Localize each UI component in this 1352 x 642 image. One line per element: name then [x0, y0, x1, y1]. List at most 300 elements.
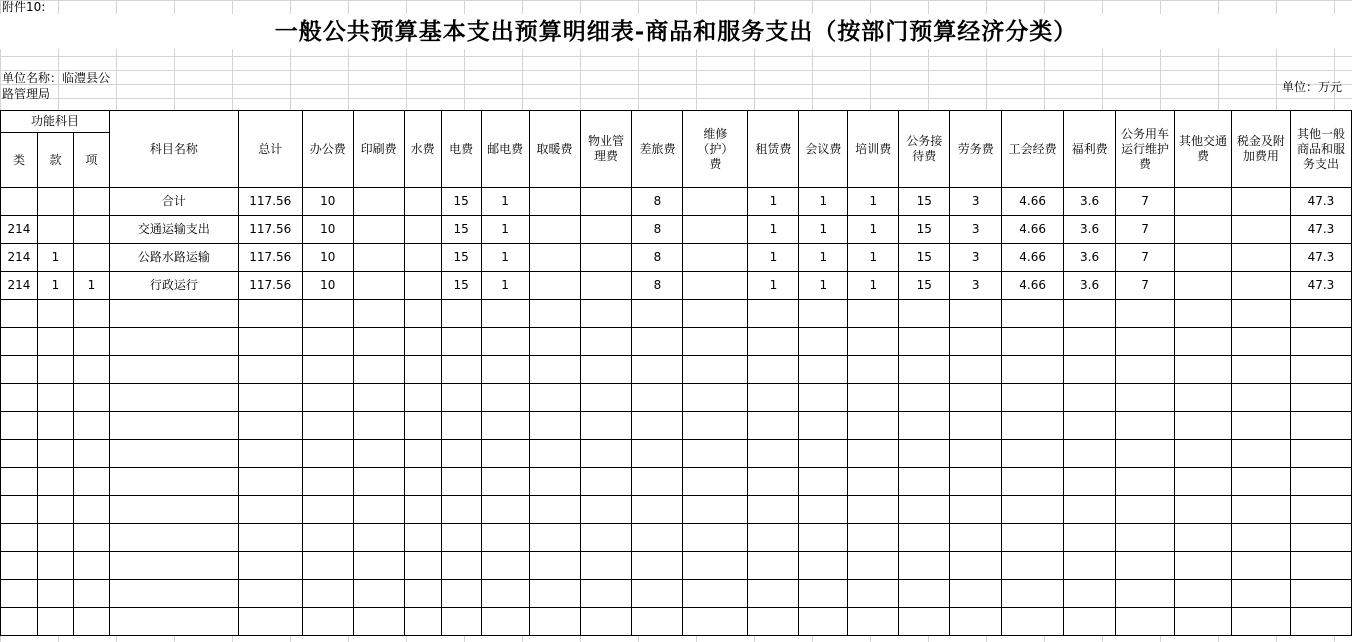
blank-cell [848, 496, 899, 524]
blank-cell [799, 356, 848, 384]
blank-cell [1290, 524, 1351, 552]
blank-cell [950, 608, 1002, 636]
header-col: 总计 [238, 111, 302, 188]
header-col: 公务用车运行维护费 [1116, 111, 1175, 188]
blank-cell [632, 356, 683, 384]
blank-cell [404, 608, 441, 636]
blank-cell [481, 300, 529, 328]
blank-cell [481, 552, 529, 580]
blank-cell [1175, 580, 1232, 608]
blank-cell [1290, 440, 1351, 468]
blank-cell [481, 524, 529, 552]
blank-cell [302, 580, 353, 608]
cell-value: 1 [748, 216, 799, 244]
cell-value: 1 [799, 216, 848, 244]
blank-cell [1116, 356, 1175, 384]
cell-value: 117.56 [238, 216, 302, 244]
cell-value: 1 [481, 188, 529, 216]
header-subject-name: 科目名称 [109, 111, 238, 188]
table-row [1, 216, 1352, 244]
blank-cell [799, 300, 848, 328]
blank-cell [1231, 384, 1290, 412]
blank-cell [1, 496, 38, 524]
cell-value [1175, 188, 1232, 216]
blank-cell [1, 356, 38, 384]
blank-cell [1, 580, 38, 608]
cell-value [353, 216, 404, 244]
blank-cell [1116, 468, 1175, 496]
cell-value: 3.6 [1064, 216, 1116, 244]
blank-cell [73, 412, 109, 440]
blank-cell [683, 328, 748, 356]
blank-cell [353, 496, 404, 524]
header-kuan: 款 [37, 133, 73, 188]
cell-value [1175, 272, 1232, 300]
cell-value: 1 [481, 216, 529, 244]
blank-cell [238, 468, 302, 496]
blank-cell [529, 328, 580, 356]
header-function-subject: 功能科目 [1, 111, 110, 133]
blank-cell [37, 468, 73, 496]
blank-cell [404, 440, 441, 468]
blank-cell [683, 608, 748, 636]
blank-cell [529, 412, 580, 440]
blank-cell [109, 580, 238, 608]
cell-value [580, 244, 632, 272]
blank-cell [950, 384, 1002, 412]
blank-cell [1064, 300, 1116, 328]
cell-value: 7 [1116, 244, 1175, 272]
blank-cell [1116, 496, 1175, 524]
cell-value: 1 [799, 188, 848, 216]
cell-value: 10 [302, 216, 353, 244]
blank-cell [950, 328, 1002, 356]
blank-cell [441, 412, 481, 440]
blank-cell [353, 524, 404, 552]
blank-cell [353, 440, 404, 468]
blank-cell [529, 440, 580, 468]
blank-cell [73, 468, 109, 496]
blank-cell [1, 300, 38, 328]
blank-cell [109, 496, 238, 524]
blank-cell [748, 496, 799, 524]
blank-cell [1064, 552, 1116, 580]
cell-value: 3 [950, 244, 1002, 272]
blank-cell [481, 384, 529, 412]
blank-cell [529, 608, 580, 636]
blank-cell [1064, 384, 1116, 412]
blank-cell [481, 412, 529, 440]
blank-cell [950, 300, 1002, 328]
blank-cell [1, 384, 38, 412]
cell-value: 1 [748, 188, 799, 216]
blank-cell [1290, 412, 1351, 440]
blank-cell [1231, 496, 1290, 524]
cell-value [353, 272, 404, 300]
blank-cell [1116, 440, 1175, 468]
blank-cell [950, 356, 1002, 384]
blank-cell [302, 496, 353, 524]
blank-cell [529, 524, 580, 552]
blank-cell [1231, 440, 1290, 468]
blank-cell [632, 300, 683, 328]
blank-cell [353, 468, 404, 496]
blank-cell [632, 552, 683, 580]
cell-value [1231, 216, 1290, 244]
blank-cell [748, 580, 799, 608]
cell-value [683, 244, 748, 272]
blank-cell [37, 496, 73, 524]
blank-cell [353, 608, 404, 636]
unit-name: 单位名称：临澧县公路管理局 [2, 71, 111, 101]
cell-value: 10 [302, 188, 353, 216]
cell-value [404, 272, 441, 300]
cell-value: 4.66 [1002, 244, 1064, 272]
cell-value: 117.56 [238, 244, 302, 272]
blank-cell [1290, 580, 1351, 608]
blank-cell [1, 440, 38, 468]
blank-cell [1175, 496, 1232, 524]
blank-cell [950, 412, 1002, 440]
blank-cell [529, 468, 580, 496]
blank-cell [799, 552, 848, 580]
header-col: 培训费 [848, 111, 899, 188]
blank-cell [109, 384, 238, 412]
blank-cell [748, 356, 799, 384]
cell-kuan: 1 [37, 272, 73, 300]
blank-cell [238, 608, 302, 636]
blank-cell [580, 384, 632, 412]
cell-subject-name: 行政运行 [109, 272, 238, 300]
blank-cell [1002, 552, 1064, 580]
cell-value: 8 [632, 244, 683, 272]
blank-cell [899, 356, 950, 384]
blank-cell [353, 356, 404, 384]
cell-value: 1 [799, 272, 848, 300]
blank-cell [748, 468, 799, 496]
cell-value: 3 [950, 216, 1002, 244]
blank-cell [441, 608, 481, 636]
header-xiang: 项 [73, 133, 109, 188]
header-col: 租赁费 [748, 111, 799, 188]
cell-value: 15 [441, 244, 481, 272]
blank-cell [238, 356, 302, 384]
header-col: 取暖费 [529, 111, 580, 188]
blank-cell [1, 328, 38, 356]
blank-cell [37, 356, 73, 384]
blank-cell [1175, 300, 1232, 328]
unit-label: 单位：万元 [1281, 80, 1342, 94]
cell-value: 3 [950, 272, 1002, 300]
cell-value: 4.66 [1002, 188, 1064, 216]
header-col: 物业管理费 [580, 111, 632, 188]
blank-cell [899, 608, 950, 636]
blank-cell [529, 580, 580, 608]
blank-row [1, 412, 1352, 440]
blank-cell [632, 440, 683, 468]
blank-cell [302, 300, 353, 328]
cell-value: 15 [899, 244, 950, 272]
cell-value: 3.6 [1064, 188, 1116, 216]
blank-cell [683, 384, 748, 412]
blank-cell [404, 356, 441, 384]
cell-value: 3 [950, 188, 1002, 216]
cell-value: 117.56 [238, 272, 302, 300]
cell-value [1175, 244, 1232, 272]
blank-cell [529, 300, 580, 328]
cell-value [580, 272, 632, 300]
blank-cell [748, 524, 799, 552]
blank-cell [481, 580, 529, 608]
blank-cell [73, 580, 109, 608]
blank-cell [899, 328, 950, 356]
cell-value: 1 [799, 244, 848, 272]
blank-cell [899, 496, 950, 524]
table-row [1, 272, 1352, 300]
blank-cell [1064, 580, 1116, 608]
blank-cell [1002, 608, 1064, 636]
blank-cell [848, 356, 899, 384]
blank-cell [441, 552, 481, 580]
cell-xiang [73, 244, 109, 272]
cell-subject-name: 公路水路运输 [109, 244, 238, 272]
blank-cell [950, 552, 1002, 580]
blank-cell [302, 552, 353, 580]
blank-cell [683, 496, 748, 524]
blank-cell [683, 580, 748, 608]
cell-lei: 214 [1, 272, 38, 300]
blank-row [1, 328, 1352, 356]
blank-cell [353, 328, 404, 356]
blank-cell [441, 356, 481, 384]
blank-cell [580, 440, 632, 468]
blank-cell [109, 468, 238, 496]
blank-cell [441, 440, 481, 468]
cell-value [1231, 188, 1290, 216]
blank-cell [1175, 440, 1232, 468]
blank-cell [404, 328, 441, 356]
cell-kuan [37, 188, 73, 216]
budget-table [0, 110, 1352, 636]
blank-cell [1231, 552, 1290, 580]
blank-cell [37, 552, 73, 580]
blank-cell [1116, 328, 1175, 356]
header-col: 会议费 [799, 111, 848, 188]
cell-value [1231, 244, 1290, 272]
blank-cell [1002, 524, 1064, 552]
blank-cell [73, 300, 109, 328]
cell-value: 7 [1116, 272, 1175, 300]
blank-cell [848, 580, 899, 608]
blank-cell [238, 496, 302, 524]
cell-value: 8 [632, 216, 683, 244]
blank-cell [1231, 356, 1290, 384]
blank-cell [1175, 328, 1232, 356]
blank-cell [748, 384, 799, 412]
cell-value [353, 244, 404, 272]
cell-lei [1, 188, 38, 216]
blank-cell [441, 468, 481, 496]
blank-cell [109, 524, 238, 552]
cell-value: 1 [481, 244, 529, 272]
blank-cell [73, 356, 109, 384]
blank-cell [404, 412, 441, 440]
cell-value: 7 [1116, 188, 1175, 216]
blank-cell [848, 328, 899, 356]
blank-cell [73, 524, 109, 552]
blank-cell [848, 440, 899, 468]
blank-cell [441, 524, 481, 552]
cell-xiang [73, 216, 109, 244]
cell-value [404, 188, 441, 216]
blank-cell [1116, 412, 1175, 440]
blank-cell [481, 496, 529, 524]
header-col: 差旅费 [632, 111, 683, 188]
header-col: 劳务费 [950, 111, 1002, 188]
blank-cell [799, 580, 848, 608]
cell-xiang [73, 188, 109, 216]
cell-value: 8 [632, 272, 683, 300]
blank-cell [848, 300, 899, 328]
blank-cell [1231, 608, 1290, 636]
blank-cell [748, 440, 799, 468]
blank-cell [950, 524, 1002, 552]
blank-cell [683, 412, 748, 440]
blank-cell [683, 552, 748, 580]
blank-row [1, 356, 1352, 384]
cell-value [529, 216, 580, 244]
blank-cell [1231, 300, 1290, 328]
blank-cell [1116, 524, 1175, 552]
blank-cell [1116, 608, 1175, 636]
blank-cell [748, 608, 799, 636]
blank-cell [441, 328, 481, 356]
header-lei: 类 [1, 133, 38, 188]
blank-cell [950, 440, 1002, 468]
cell-value: 4.66 [1002, 216, 1064, 244]
cell-value: 10 [302, 244, 353, 272]
blank-cell [353, 384, 404, 412]
blank-cell [37, 328, 73, 356]
blank-cell [632, 496, 683, 524]
blank-cell [37, 580, 73, 608]
blank-cell [683, 440, 748, 468]
blank-cell [899, 412, 950, 440]
blank-cell [1002, 300, 1064, 328]
blank-cell [109, 440, 238, 468]
blank-cell [748, 552, 799, 580]
blank-cell [632, 580, 683, 608]
blank-cell [1290, 608, 1351, 636]
blank-cell [1064, 328, 1116, 356]
cell-value: 4.66 [1002, 272, 1064, 300]
blank-cell [1, 468, 38, 496]
blank-cell [404, 384, 441, 412]
blank-cell [238, 580, 302, 608]
blank-cell [109, 552, 238, 580]
blank-row [1, 384, 1352, 412]
blank-cell [950, 580, 1002, 608]
cell-kuan: 1 [37, 244, 73, 272]
cell-kuan [37, 216, 73, 244]
cell-value [580, 216, 632, 244]
blank-cell [404, 524, 441, 552]
blank-cell [37, 524, 73, 552]
blank-cell [441, 384, 481, 412]
cell-value: 47.3 [1290, 244, 1351, 272]
cell-value [404, 244, 441, 272]
blank-cell [481, 356, 529, 384]
blank-cell [1231, 468, 1290, 496]
blank-cell [683, 468, 748, 496]
blank-cell [238, 300, 302, 328]
blank-cell [109, 300, 238, 328]
blank-cell [1290, 384, 1351, 412]
blank-cell [748, 328, 799, 356]
blank-cell [1, 412, 38, 440]
blank-cell [1064, 608, 1116, 636]
blank-cell [1231, 524, 1290, 552]
cell-value: 15 [899, 216, 950, 244]
cell-value [353, 188, 404, 216]
blank-cell [683, 300, 748, 328]
header-col: 维修（护）费 [683, 111, 748, 188]
blank-cell [73, 496, 109, 524]
blank-cell [73, 552, 109, 580]
blank-cell [799, 328, 848, 356]
blank-cell [1290, 496, 1351, 524]
blank-cell [580, 412, 632, 440]
blank-cell [683, 524, 748, 552]
cell-lei: 214 [1, 244, 38, 272]
blank-row [1, 300, 1352, 328]
blank-cell [848, 552, 899, 580]
blank-cell [404, 496, 441, 524]
blank-cell [238, 412, 302, 440]
blank-cell [632, 328, 683, 356]
blank-cell [529, 384, 580, 412]
blank-cell [529, 552, 580, 580]
blank-cell [1175, 356, 1232, 384]
blank-cell [481, 440, 529, 468]
blank-cell [1, 524, 38, 552]
blank-cell [632, 468, 683, 496]
blank-cell [1002, 496, 1064, 524]
cell-subject-name: 交通运输支出 [109, 216, 238, 244]
blank-cell [799, 412, 848, 440]
blank-cell [632, 524, 683, 552]
blank-cell [899, 384, 950, 412]
blank-cell [353, 552, 404, 580]
blank-cell [1175, 552, 1232, 580]
blank-cell [799, 468, 848, 496]
blank-cell [73, 384, 109, 412]
blank-cell [899, 524, 950, 552]
cell-value: 47.3 [1290, 216, 1351, 244]
cell-value: 15 [899, 272, 950, 300]
blank-cell [580, 468, 632, 496]
blank-row [1, 440, 1352, 468]
blank-cell [441, 300, 481, 328]
blank-row [1, 608, 1352, 636]
blank-cell [1231, 412, 1290, 440]
header-col: 其他交通费 [1175, 111, 1232, 188]
cell-value: 1 [848, 188, 899, 216]
blank-cell [1002, 384, 1064, 412]
blank-cell [1175, 608, 1232, 636]
cell-value: 47.3 [1290, 188, 1351, 216]
header-col: 邮电费 [481, 111, 529, 188]
